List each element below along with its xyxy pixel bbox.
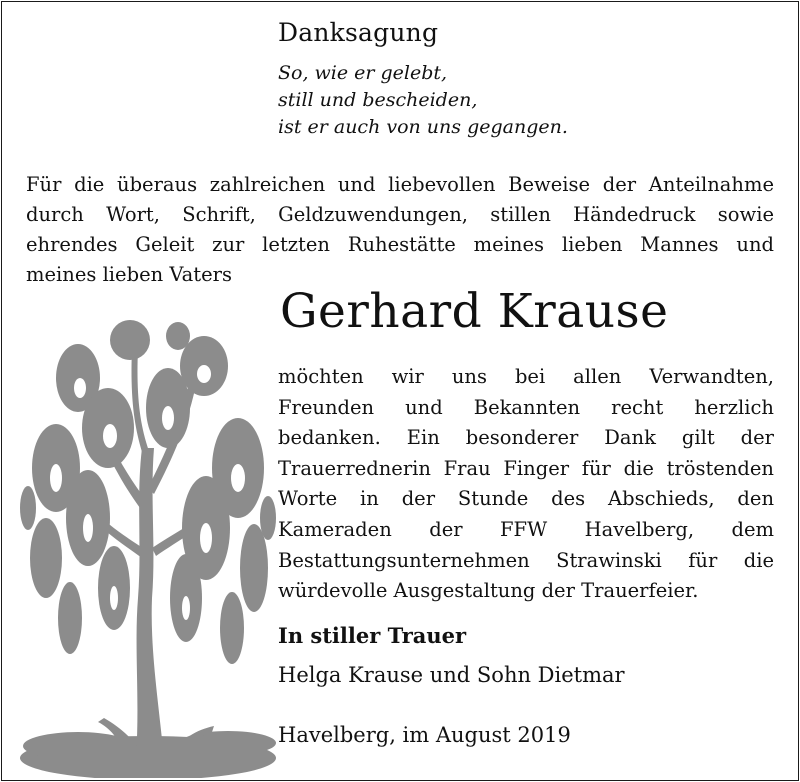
thanks-paragraph [278, 362, 774, 607]
thanks-line: möchten wir uns bei allen Verwandten, [278, 365, 774, 388]
poem-line: still und bescheiden, [278, 89, 478, 111]
thanks-line: Worte in der Stunde des Abschieds, den [278, 487, 774, 511]
intro-line: ehrendes Geleit zur letzten Ruhestätte meines lieben Mannes und [26, 233, 774, 256]
intro-line: Für die überaus zahlreichen und liebevollen Beweise der Anteilnahme [26, 173, 774, 196]
poem-line: ist er auch von uns gegangen. [278, 116, 568, 138]
intro-paragraph [26, 170, 774, 290]
place-date: Havelberg, im August 2019 [278, 723, 571, 747]
notice-heading: Danksagung [278, 18, 439, 47]
intro-line: meines lieben Vaters [26, 263, 232, 286]
thanks-line: Bestattungsunternehmen Strawinski für die [278, 548, 774, 572]
birch-tree-illustration [18, 318, 278, 778]
thanks-line: Freunden und Bekannten recht herzlich [278, 395, 774, 419]
poem [278, 60, 568, 141]
intro-line: durch Wort, Schrift, Geldzuwendungen, stillen Händedruck sowie [26, 203, 774, 226]
thanks-line: bedanken. Ein besonderer Dank gilt der [278, 426, 774, 450]
thanks-line: Kameraden der FFW Havelberg, dem [278, 517, 774, 541]
deceased-name: Gerhard Krause [280, 284, 669, 339]
poem-line: So, wie er gelebt, [278, 62, 448, 84]
thanks-line: würdevolle Ausgestaltung der Trauerfeier. [278, 579, 699, 603]
thanks-line: Trauerrednerin Frau Finger für die tröstenden [278, 456, 774, 480]
mourning-label: In stiller Trauer [278, 623, 467, 648]
family-signature: Helga Krause und Sohn Dietmar [278, 663, 625, 687]
